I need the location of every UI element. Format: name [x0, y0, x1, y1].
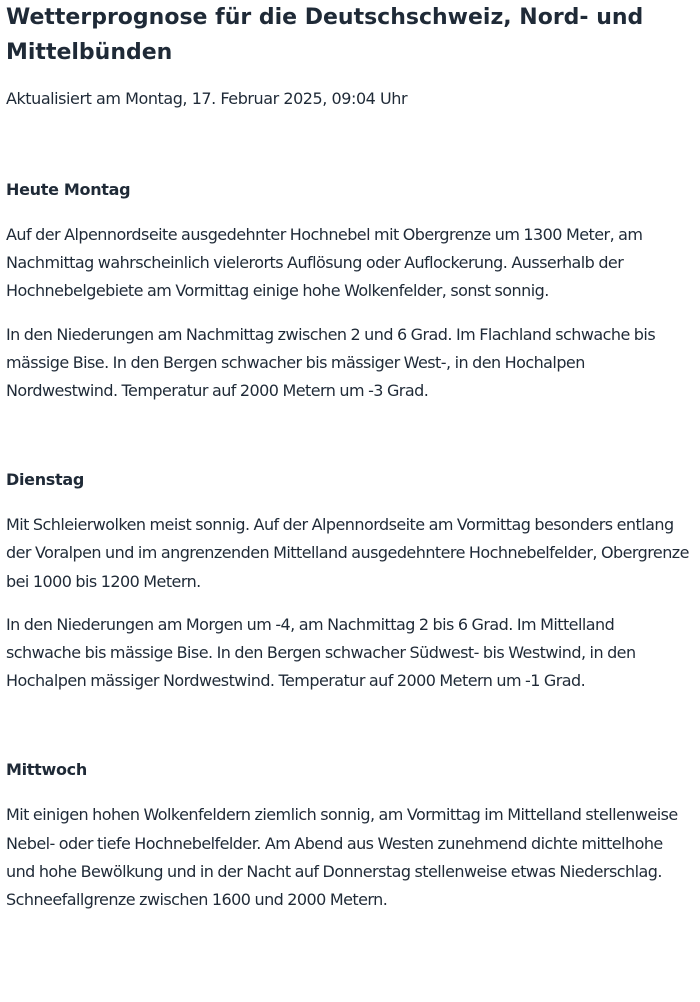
- day-paragraph: Mit Schleierwolken meist sonnig. Auf der Alpennordseite am Vormittag besonders entlang der Voralpen und im angrenzenden Mittelland ausgedehntere Hochnebelfelder, Obergrenze bei 1000 bis 1200 Metern.: [6, 515, 689, 591]
- day-heading: Mittwoch: [6, 760, 87, 780]
- page-title: Wetterprognose für die Deutschschweiz, Nord- und Mittelbünden: [6, 5, 644, 65]
- updated-timestamp: Aktualisiert am Montag, 17. Februar 2025, 09:04 Uhr: [6, 89, 408, 108]
- day-paragraph: In den Niederungen am Morgen um -4, am Nachmittag 2 bis 6 Grad. Im Mittelland schwache bis mässige Bise. In den Bergen schwacher Südwest- bis Westwind, in den Hochalpen mässiger Nordwestwind. Temperatur auf 2000 Metern um -1 Grad.: [6, 614, 636, 691]
- day-paragraph: In den Niederungen am Nachmittag zwischen 2 und 6 Grad. Im Flachland schwache bis mässige Bise. In den Bergen schwacher bis mässiger West-, in den Hochalpen Nordwestwind. Temperatur auf 2000 Metern um -3 Grad.: [6, 324, 656, 401]
- day-paragraph: Mit einigen hohen Wolkenfeldern ziemlich sonnig, am Vormittag im Mittelland stellenweise Nebel- oder tiefe Hochnebelfelder. Am Abend aus Westen zunehmend dichte mittelhohe und hohe Bewölkung und in der Nacht auf Donnerstag stellenweise etwas Niederschlag. Schneefallgrenze zwischen 1600 und 2000 Metern.: [6, 805, 678, 910]
- day-paragraph: Auf der Alpennordseite ausgedehnter Hochnebel mit Obergrenze um 1300 Meter, am Nachmittag wahrscheinlich vielerorts Auflösung oder Auflockerung. Ausserhalb der Hochnebelgebiete am Vormittag einige hohe Wolkenfelder, sonst sonnig.: [6, 225, 643, 301]
- forecast-day-today: [6, 178, 690, 405]
- day-heading: Dienstag: [6, 470, 85, 490]
- forecast-day-tuesday: [6, 468, 690, 695]
- day-heading: Heute Montag: [6, 180, 131, 199]
- forecast-day-wednesday: [6, 758, 690, 914]
